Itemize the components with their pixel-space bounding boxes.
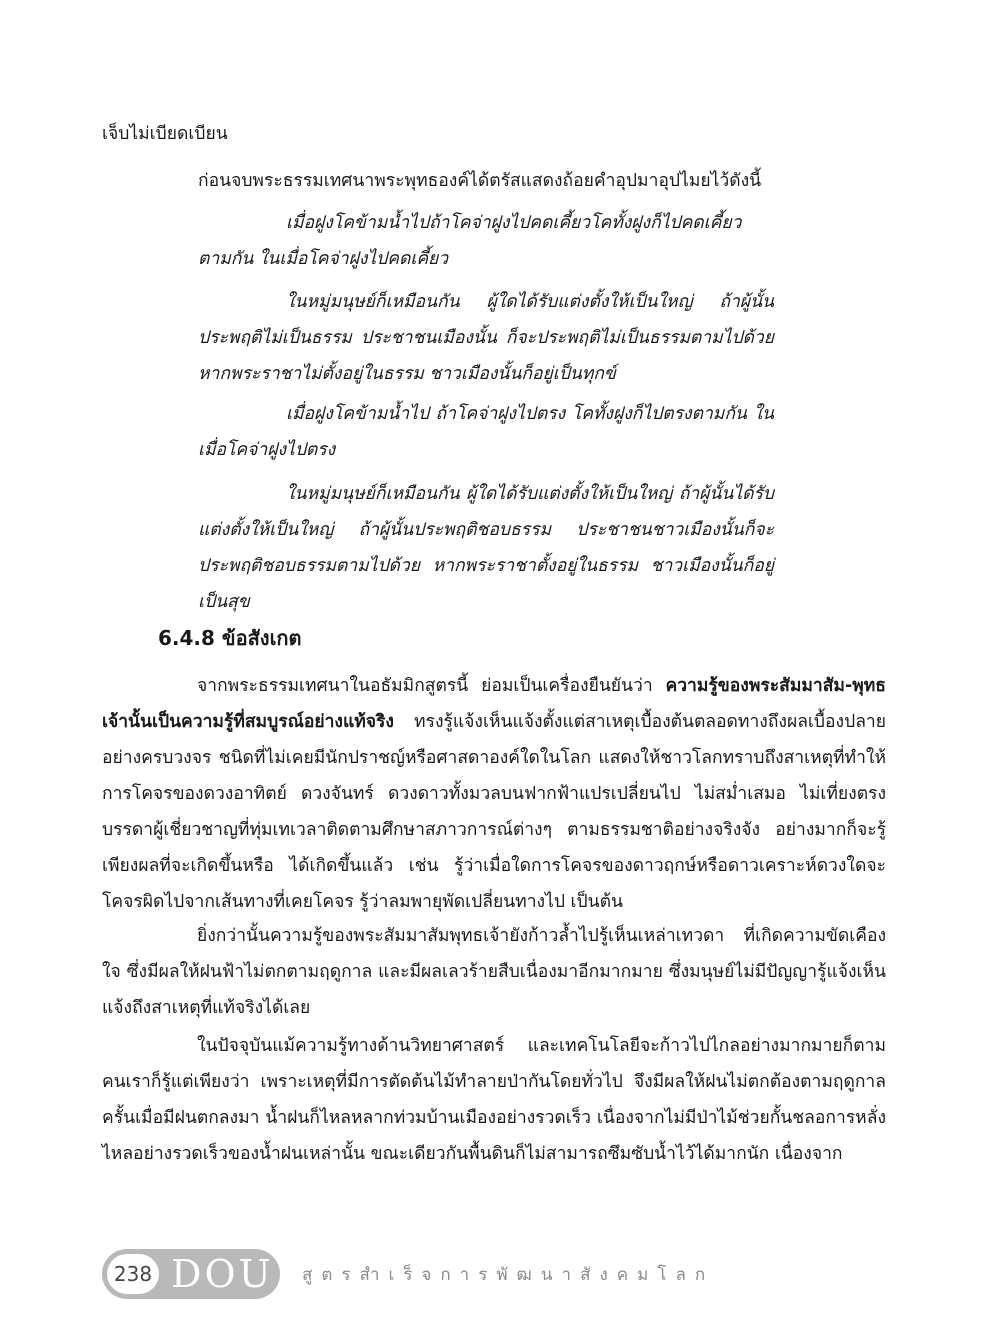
paragraph-3: ในปัจจุบันแม้ความรู้ทางด้านวิทยาศาสตร์ และเทคโนโลยีจะก้าวไปไกลอย่างมากมายก็ตาม คนเราก็รู้แต่เพียงว่า เพราะเหตุที่มีการตัดต้นไม้ทำลายป่ากันโดยทั่วไป จึงมีผลให้ฝนไม่ตกต้องตามฤดูกาล ครั้นเมื่อมีฝนตกลงมา น้ำฝนก็ไหลหลากท่วมบ้านเมืองอย่างรวดเร็ว เนื่องจากไม่มีป่าไม้ช่วยกั้นชลอการหลั่งไหลอย่างรวดเร็วของน้ำฝนเหล่านั้น ขณะเดียวกันพื้นดินก็ไม่สามารถซึมซับน้ำไว้ได้มากนัก เนื่องจาก xyxy=(102,1036,886,1164)
verse-stanza-2: ในหมู่มนุษย์ก็เหมือนกัน ผู้ใดได้รับแต่งตั้งให้เป็นใหญ่ ถ้าผู้นั้นประพฤติไม่เป็นธรรม ประชาชนเมืองนั้น ก็จะประพฤติไม่เป็นธรรมตามไปด้วย หากพระราชาไม่ตั้งอยู่ในธรรม ชาวเมืองนั้นก็อยู่เป็นทุกข์ xyxy=(198,292,774,384)
paragraph-1 xyxy=(102,668,886,920)
page-footer xyxy=(102,1248,714,1300)
verse-stanza-1: เมื่อฝูงโคข้ามน้ำไปถ้าโคจ่าฝูงไปคดเคี้ยวโคทั้งฝูงก็ไปคดเคี้ยวตามกัน ในเมื่อโคจ่าฝูงไปคดเคี้ยว xyxy=(198,213,742,269)
section-heading: 6.4.8 ข้อสังเกต xyxy=(158,626,302,650)
brand-logo: DOU xyxy=(171,1252,274,1296)
paragraph-1-start: จากพระธรรมเทศนาในอธัมมิกสูตรนี้ ย่อมเป็นเครื่องยืนยันว่า xyxy=(197,676,653,696)
footer-badge xyxy=(102,1249,280,1299)
paragraph-1-rest: ทรงรู้แจ้งเห็นแจ้งตั้งแต่สาเหตุเบื้องต้นตลอดทางถึงผลเบื้องปลายอย่างครบวงจร ชนิดที่ไม่เคยมีนักปราชญ์หรือศาสดาองค์ใดในโลก แสดงให้ชาวโลกทราบถึงสาเหตุที่ทำให้การโคจรของดวงอาทิตย์ ดวงจันทร์ ดวงดาวทั้งมวลบนฟากฟ้าแปรเปลี่ยนไป ไม่สม่ำเสมอ ไม่เที่ยงตรง บรรดาผู้เชี่ยวชาญที่ทุ่มเทเวลาติดตามศึกษาสภาวการณ์ต่างๆ ตามธรรมชาติอย่างจริงจัง อย่างมากก็จะรู้เพียงผลที่จะเกิดขึ้นหรือ ได้เกิดขึ้นแล้ว เช่น รู้ว่าเมื่อใดการโคจรของดาวฤกษ์หรือดาวเคราะห์ดวงใดจะโคจรผิดไปจากเส้นทางที่เคยโคจร รู้ว่าลมพายุพัดเปลี่ยนทางไป เป็นต้น xyxy=(102,712,886,912)
paragraph-2: ยิ่งกว่านั้นความรู้ของพระสัมมาสัมพุทธเจ้ายังก้าวล้ำไปรู้เห็นเหล่าเทวดา ที่เกิดความขัดเคืองใจ ซึ่งมีผลให้ฝนฟ้าไม่ตกตามฤดูกาล และมีผลเลวร้ายสืบเนื่องมาอีกมากมาย ซึ่งมนุษย์ไม่มีปัญญารู้แจ้งเห็นแจ้งถึงสาเหตุที่แท้จริงได้เลย xyxy=(102,926,886,1018)
line-continuation: เจ็บไม่เบียดเบียน xyxy=(102,124,228,144)
verse-intro: ก่อนจบพระธรรมเทศนาพระพุทธองค์ได้ตรัสแสดงถ้อยคำอุปมาอุปไมยไว้ดังนี้ xyxy=(198,171,762,191)
verse-stanza-4: ในหมู่มนุษย์ก็เหมือนกัน ผู้ใดได้รับแต่งตั้งให้เป็นใหญ่ ถ้าผู้นั้นได้รับแต่งตั้งให้เป็นใหญ่ ถ้าผู้นั้นประพฤติชอบธรรม ประชาชนชาวเมืองนั้นก็จะประพฤติชอบธรรมตามไปด้วย หากพระราชาตั้งอยู่ในธรรม ชาวเมืองนั้นก็อยู่เป็นสุข xyxy=(198,484,774,612)
book-title: สูตรสำเร็จการพัฒนาสังคมโลก xyxy=(302,1264,715,1285)
page-number: 238 xyxy=(107,1254,159,1294)
paragraph-1-emphasis: ความรู้ของพระสัมมาสัม-พุทธเจ้านั้นเป็นความรู้ที่สมบูรณ์อย่างแท้จริง xyxy=(102,676,886,732)
verse-stanza-3: เมื่อฝูงโคข้ามน้ำไป ถ้าโคจ่าฝูงไปตรง โคทั้งฝูงก็ไปตรงตามกัน ในเมื่อโคจ่าฝูงไปตรง xyxy=(198,404,774,460)
